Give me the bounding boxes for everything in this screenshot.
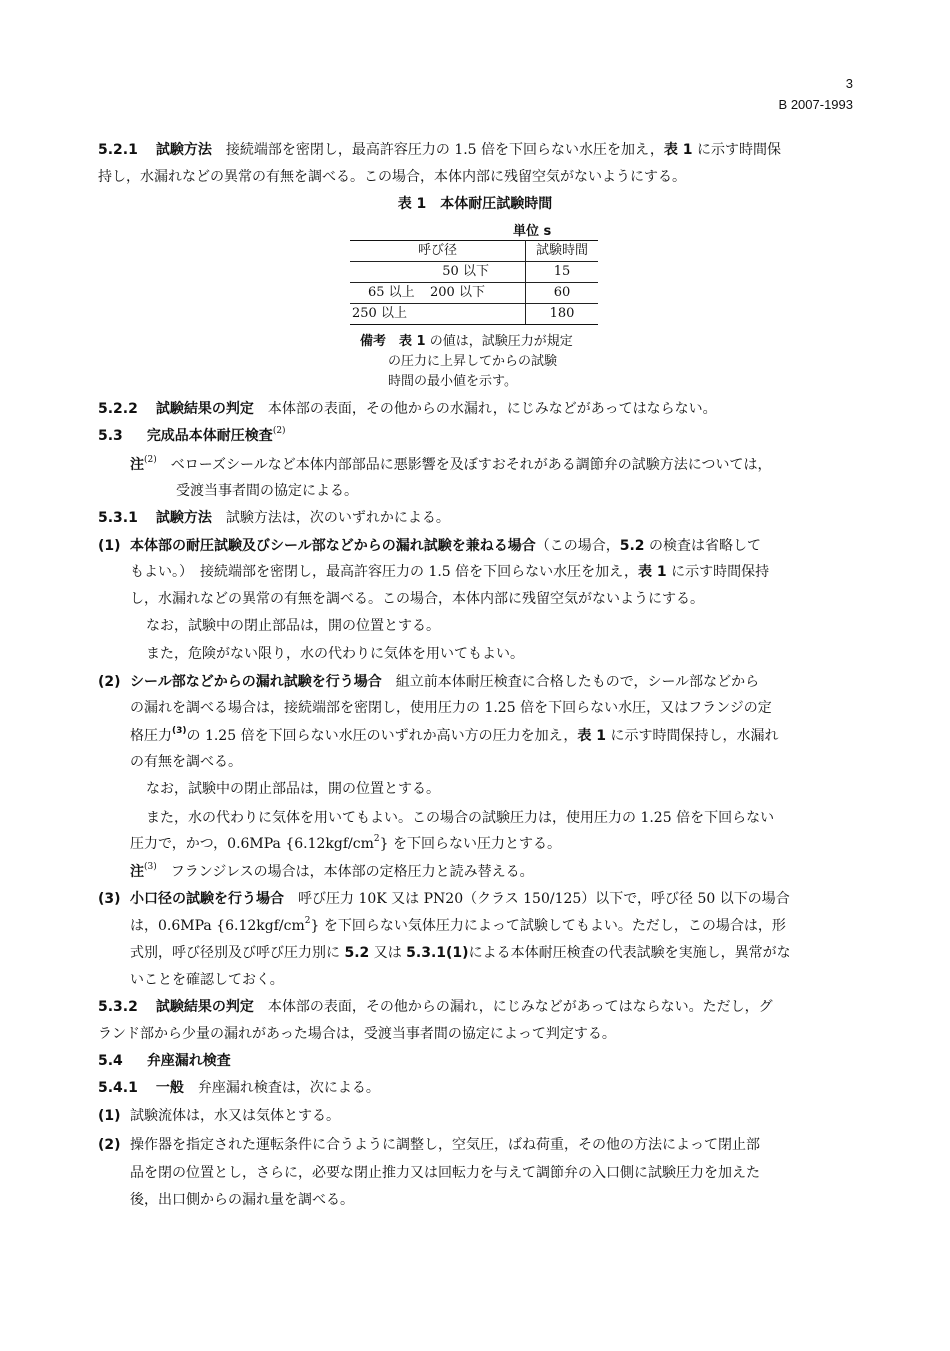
item-1-line3: し，水漏れなどの異常の有無を調べる。この場合，本体内部に残留空気がないようにする。 [130,591,704,607]
body-text: 呼び圧力 10K 又は PN20（クラス 150/125）以下で，呼び径 50 以下の場合 [298,891,790,907]
item-2-procedure-line3: 後，出口側からの漏れ量を調べる。 [130,1192,354,1208]
item-3-line1 [98,889,950,909]
item-2-procedure-line1 [98,1135,950,1155]
body-text: による本体耐圧検査の代表試験を実施し，異常がな [468,945,791,961]
table-reference: 表 1 [399,334,426,349]
section-title: 試験方法 [155,510,212,526]
section-number: 5.4 [98,1053,123,1069]
note-text: の値は，試験圧力が規定 [425,334,573,349]
item-3-line3 [130,943,950,963]
section-title: 一般 [155,1080,184,1096]
body-text: 本体部の表面，その他からの漏れ，にじみなどがあってはならない。ただし，グ [267,999,773,1015]
section-title: 試験方法 [155,142,212,158]
item-title: 小口径の試験を行う場合 [130,891,284,907]
table-note-line3: 時間の最小値を示す。 [388,374,517,389]
section-5-2-1-line2: 持し，水漏れなどの異常の有無を調べる。この場合，本体内部に残留空気がないようにする。 [98,169,686,185]
item-2-line5: なお，試験中の閉止部品は，開の位置とする。 [146,781,440,797]
section-5-3 [98,426,950,446]
item-3-line4: いことを確認しておく。 [130,972,284,988]
section-title: 試験結果の判定 [155,999,254,1015]
page-number: 3 [845,76,853,91]
section-number: 5.2.1 [98,142,138,158]
body-text: （この場合， [535,538,620,554]
item-label: (3) [98,891,121,907]
body-text: 式別，呼び径別及び呼び圧力別に [130,945,345,961]
item-title: シール部などからの漏れ試験を行う場合 [130,674,382,690]
body-text: 又は [369,945,407,961]
body-text: に示す時間保持し，水漏れ [606,728,779,744]
section-5-3-note-line2: 受渡当事者間の協定による。 [176,483,358,499]
section-5-3-2-line1 [98,997,950,1017]
cell-time: 15 [525,262,598,283]
body-text: に示す時間保持 [666,564,770,580]
footnote-mark: (2) [272,426,286,436]
cell-size: 50 以下 [350,262,525,283]
body-text: 本体部の表面，その他からの水漏れ，にじみなどがあってはならない。 [267,401,717,417]
standard-number: B 2007-1993 [778,97,853,112]
body-text: 圧力で，かつ，0.6MPa {6.12kgf/cm [130,836,374,852]
note-label: 備考 [360,334,387,349]
item-3-line2 [130,916,950,936]
item-2-line6: また，水の代わりに気体を用いてもよい。この場合の試験圧力は，使用圧力の 1.25 倍を下回らない [146,810,775,826]
section-5-2-2 [98,399,950,419]
table-note-line2: の圧力に上昇してからの試験 [388,354,558,369]
item-1-line5: また，危険がない限り，水の代わりに気体を用いてもよい。 [146,646,524,662]
item-2-line2: の漏れを調べる場合は，接続端部を密閉し，使用圧力の 1.25 倍を下回らない水圧，又はフランジの定 [130,700,772,716]
note-text: フランジレスの場合は，本体部の定格圧力と読み替える。 [170,864,534,880]
section-title: 弁座漏れ検査 [146,1053,231,1069]
table-row [350,304,598,325]
item-1-fluid [98,1106,950,1126]
section-reference: 5.2 [344,945,370,961]
section-5-4 [98,1051,950,1071]
header-test-time: 試験時間 [525,241,598,262]
item-label: (1) [98,1108,121,1124]
section-reference: 5.3.1(1) [406,945,469,961]
cell-time: 180 [525,304,598,325]
section-number: 5.3.1 [98,510,138,526]
footnote-mark: (3) [144,862,157,872]
table-reference: 表 1 [577,728,607,744]
table-1 [350,240,598,325]
item-1-line2 [130,562,950,582]
section-5-2-1-line1 [98,140,950,160]
section-reference: 5.2 [619,538,645,554]
item-2-procedure-line2: 品を閉の位置とし，さらに，必要な閉止推力又は回転力を与えて調節弁の入口側に試験圧力を加えた [130,1165,760,1181]
body-text: 組立前本体耐圧検査に合格したもので，シール部などから [395,674,760,690]
note-label: 注 [130,457,144,473]
body-text: } を下回らない圧力とする。 [379,836,561,852]
item-2-note [130,862,950,882]
cell-size [350,283,525,304]
item-label: (2) [98,1137,121,1153]
table-reference: 表 1 [663,142,693,158]
item-label: (2) [98,674,121,690]
table-reference: 表 1 [638,564,667,580]
cell-time: 60 [525,283,598,304]
section-5-3-1 [98,508,950,528]
cell-size-upper: 200 以下 [430,285,485,300]
section-number: 5.4.1 [98,1080,138,1096]
item-2-line7 [130,834,950,854]
body-text: 試験流体は，水又は気体とする。 [130,1108,340,1124]
cell-size: 250 以上 [350,304,525,325]
body-text: は，0.6MPa {6.12kgf/cm [130,918,305,934]
item-2-line3 [130,726,950,746]
body-text: 格圧力 [130,728,172,744]
table-row [350,262,598,283]
body-text: の 1.25 倍を下回らない水圧のいずれか高い方の圧力を加え， [186,728,578,744]
footnote-mark: (2) [144,455,157,465]
section-5-4-1 [98,1078,950,1098]
table-title: 表 1 本体耐圧試験時間 [397,196,553,212]
item-2-line4: の有無を調べる。 [130,754,242,770]
note-text: ベローズシールなど本体内部部品に悪影響を及ぼすおそれがある調節弁の試験方法については， [170,457,772,473]
superscript: 2 [373,834,380,844]
body-text: } を下回らない気体圧力によって試験してもよい。ただし，この場合は，形 [310,918,786,934]
note-label: 注 [130,864,144,880]
table-header-row [350,241,598,262]
section-5-3-2-line2: ランド部から少量の漏れがあった場合は，受渡当事者間の協定によって判定する。 [98,1026,616,1042]
section-number: 5.3 [98,428,123,444]
item-1-line1 [98,536,950,556]
body-text: 操作器を指定された運転条件に合うように調整し，空気圧，ばね荷重，その他の方法によって閉止部 [130,1137,760,1153]
item-2-line1 [98,672,950,692]
section-title: 試験結果の判定 [155,401,254,417]
header-nominal-size: 呼び径 [350,241,525,262]
footnote-mark: (3) [172,726,187,736]
section-5-3-note-line1 [130,455,950,475]
section-number: 5.2.2 [98,401,138,417]
table-row [350,283,598,304]
body-text: もよい。） 接続端部を密閉し，最高許容圧力の 1.5 倍を下回らない水圧を加え， [130,564,639,580]
body-text: 弁座漏れ検査は，次による。 [197,1080,380,1096]
item-title: 本体部の耐圧試験及びシール部などからの漏れ試験を兼ねる場合 [130,538,536,554]
body-text: の検査は省略して [644,538,761,554]
section-title: 完成品本体耐圧検査 [146,428,273,444]
table-note-line1 [360,332,573,352]
item-label: (1) [98,538,121,554]
cell-size-lower: 65 以上 [368,285,415,300]
body-text: 接続端部を密閉し，最高許容圧力の 1.5 倍を下回らない水圧を加え， [225,142,664,158]
section-number: 5.3.2 [98,999,138,1015]
item-1-line4: なお，試験中の閉止部品は，開の位置とする。 [146,618,440,634]
superscript: 2 [304,916,311,926]
body-text: に示す時間保 [692,142,781,158]
table-unit: 単位 s [513,224,552,239]
body-text: 試験方法は，次のいずれかによる。 [225,510,450,526]
